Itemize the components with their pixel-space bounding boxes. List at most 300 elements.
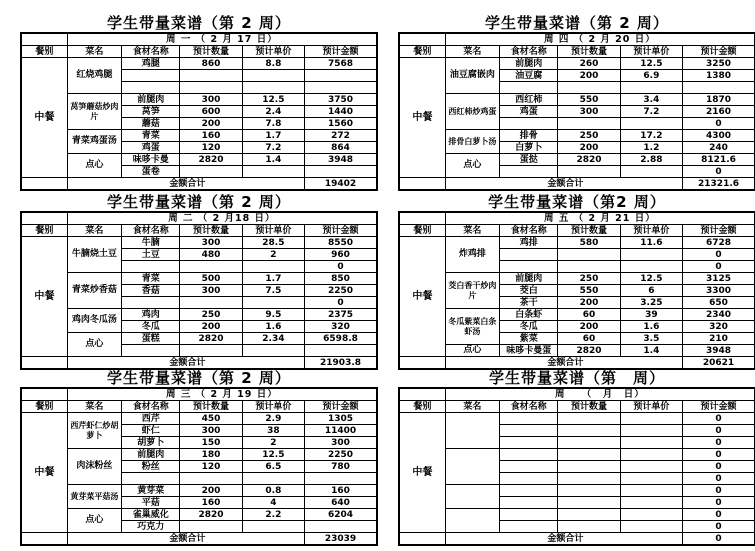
table-row (399, 413, 755, 425)
dish-name (445, 485, 499, 509)
amount-cell: 0 (683, 261, 755, 273)
column-header: 预计单价 (242, 401, 304, 413)
column-header: 预计数量 (558, 225, 620, 237)
ingredient-cell: 冬瓜 (122, 321, 180, 333)
menu-table (398, 211, 755, 370)
dish-name: 莴笋蘑菇炒肉片 (67, 94, 121, 130)
price-cell (242, 82, 304, 94)
menu-table (398, 32, 755, 191)
amount-cell: 0 (683, 437, 755, 449)
ingredient-cell (500, 497, 558, 509)
table-row (399, 309, 755, 321)
qty-cell: 180 (180, 449, 242, 461)
ingredient-cell: 茭白 (500, 285, 558, 297)
ingredient-cell (500, 437, 558, 449)
column-header: 预计金额 (305, 401, 377, 413)
ingredient-cell: 虾仁 (122, 425, 180, 437)
ingredient-cell: 巧克力 (122, 521, 180, 533)
total-value: 21321.6 (683, 178, 755, 191)
qty-cell (558, 437, 620, 449)
total-label: 金额合计 (67, 178, 304, 191)
price-cell (242, 261, 304, 273)
menu-panel (398, 193, 755, 370)
amount-cell: 2250 (305, 285, 377, 297)
amount-cell: 3250 (683, 58, 755, 70)
panel-title: 学生带量菜谱（第2 周） (488, 193, 666, 211)
qty-cell (180, 297, 242, 309)
qty-cell (558, 485, 620, 497)
column-header: 预计金额 (683, 46, 755, 58)
ingredient-cell: 茶干 (500, 297, 558, 309)
amount-cell: 0 (683, 497, 755, 509)
ingredient-cell: 香菇 (122, 285, 180, 297)
column-header: 预计单价 (620, 225, 682, 237)
price-cell: 1.6 (242, 321, 304, 333)
qty-cell (558, 413, 620, 425)
qty-cell (558, 166, 620, 178)
column-header: 餐别 (399, 401, 445, 413)
qty-cell: 120 (180, 142, 242, 154)
table-row (21, 509, 377, 521)
qty-cell (180, 473, 242, 485)
price-cell: 1.4 (620, 345, 682, 357)
qty-cell (558, 497, 620, 509)
qty-cell: 500 (180, 273, 242, 285)
amount-cell: 1440 (305, 106, 377, 118)
ingredient-cell (122, 473, 180, 485)
ingredient-cell: 前腿肉 (500, 273, 558, 285)
table-row (21, 273, 377, 285)
ingredient-cell (500, 521, 558, 533)
price-cell: 7.8 (242, 118, 304, 130)
ingredient-cell: 蘑菇 (122, 118, 180, 130)
amount-cell: 240 (683, 142, 755, 154)
price-cell (620, 497, 682, 509)
total-label: 金额合计 (67, 533, 304, 546)
table-row (399, 154, 755, 166)
qty-cell: 250 (558, 273, 620, 285)
qty-cell: 150 (180, 437, 242, 449)
table-row (399, 345, 755, 357)
qty-cell (180, 166, 242, 178)
amount-cell (305, 521, 377, 533)
menu-table (398, 387, 755, 546)
qty-cell (558, 449, 620, 461)
amount-cell: 160 (305, 485, 377, 497)
amount-cell: 1305 (305, 413, 377, 425)
amount-cell: 320 (305, 321, 377, 333)
amount-cell: 320 (683, 321, 755, 333)
qty-cell: 480 (180, 249, 242, 261)
ingredient-cell: 雀巢威化 (122, 509, 180, 521)
amount-cell: 0 (305, 297, 377, 309)
table-row (21, 237, 377, 249)
qty-cell: 860 (180, 58, 242, 70)
price-cell: 12.5 (242, 449, 304, 461)
qty-cell (558, 509, 620, 521)
ingredient-cell: 蛋卷 (122, 166, 180, 178)
amount-cell: 650 (683, 297, 755, 309)
column-header: 餐别 (399, 225, 445, 237)
price-cell (620, 118, 682, 130)
dish-name: 点心 (67, 333, 121, 357)
amount-cell: 2340 (683, 309, 755, 321)
price-cell: 4 (242, 497, 304, 509)
qty-cell (558, 521, 620, 533)
price-cell: 17.2 (620, 130, 682, 142)
amount-cell: 3125 (683, 273, 755, 285)
ingredient-cell: 油豆腐 (500, 70, 558, 82)
price-cell (620, 521, 682, 533)
dish-name: 西红柿炒鸡蛋 (445, 94, 499, 130)
qty-cell (180, 70, 242, 82)
amount-cell: 8121.6 (683, 154, 755, 166)
price-cell: 3.5 (620, 333, 682, 345)
price-cell: 0.8 (242, 485, 304, 497)
price-cell (620, 249, 682, 261)
day-label: 周 四 （ 2 月 20 日） (445, 33, 755, 46)
column-header: 菜名 (67, 401, 121, 413)
qty-cell: 2820 (180, 154, 242, 166)
dish-name: 点心 (67, 509, 121, 533)
ingredient-cell: 鸡蛋 (122, 142, 180, 154)
dish-name: 点心 (445, 345, 499, 357)
total-value: 0 (683, 533, 755, 546)
price-cell (620, 261, 682, 273)
column-header: 预计单价 (242, 46, 304, 58)
column-header: 预计单价 (620, 46, 682, 58)
price-cell (242, 345, 304, 357)
table-row (399, 485, 755, 497)
amount-cell: 6598.8 (305, 333, 377, 345)
qty-cell: 300 (180, 425, 242, 437)
ingredient-cell: 味哆卡曼蛋 (500, 345, 558, 357)
amount-cell (305, 473, 377, 485)
price-cell: 2.4 (242, 106, 304, 118)
ingredient-cell (500, 425, 558, 437)
column-header: 菜名 (445, 46, 499, 58)
qty-cell: 260 (558, 58, 620, 70)
ingredient-cell (500, 461, 558, 473)
amount-cell: 864 (305, 142, 377, 154)
qty-cell: 200 (558, 297, 620, 309)
total-value: 19402 (305, 178, 377, 191)
price-cell: 3.4 (620, 94, 682, 106)
qty-cell: 2820 (180, 333, 242, 345)
column-header: 预计单价 (242, 225, 304, 237)
dish-name: 排骨白萝卜汤 (445, 130, 499, 154)
ingredient-cell: 平菇 (122, 497, 180, 509)
ingredient-cell: 西红柿 (500, 94, 558, 106)
ingredient-cell (122, 261, 180, 273)
ingredient-cell (500, 82, 558, 94)
price-cell: 7.2 (620, 106, 682, 118)
ingredient-cell: 鸡腿 (122, 58, 180, 70)
ingredient-cell (500, 118, 558, 130)
ingredient-cell: 白条虾 (500, 309, 558, 321)
qty-cell: 300 (180, 285, 242, 297)
price-cell (620, 485, 682, 497)
amount-cell: 3300 (683, 285, 755, 297)
column-header: 预计数量 (558, 401, 620, 413)
column-header: 预计数量 (180, 46, 242, 58)
dish-name: 茭白香干炒肉片 (445, 273, 499, 309)
table-row (399, 449, 755, 461)
menu-table (20, 32, 378, 191)
ingredient-cell: 白萝卜 (500, 142, 558, 154)
qty-cell (558, 473, 620, 485)
total-value: 23039 (305, 533, 377, 546)
column-header: 预计数量 (180, 401, 242, 413)
amount-cell: 1560 (305, 118, 377, 130)
ingredient-cell: 冬瓜 (500, 321, 558, 333)
table-row (399, 509, 755, 521)
qty-cell (558, 118, 620, 130)
ingredient-cell: 黄芽菜 (122, 485, 180, 497)
total-label: 金额合计 (445, 357, 682, 370)
price-cell (620, 166, 682, 178)
column-header: 食材名称 (122, 225, 180, 237)
column-header: 菜名 (67, 46, 121, 58)
column-header: 食材名称 (500, 46, 558, 58)
day-label: 周 （ 月 日） (445, 388, 755, 401)
qty-cell: 2820 (180, 509, 242, 521)
qty-cell (180, 345, 242, 357)
price-cell: 28.5 (242, 237, 304, 249)
price-cell: 12.5 (242, 94, 304, 106)
dish-name: 青菜鸡蛋汤 (67, 130, 121, 154)
price-cell: 7.5 (242, 285, 304, 297)
ingredient-cell: 鸡蛋 (500, 106, 558, 118)
table-row (399, 58, 755, 70)
price-cell: 1.2 (620, 142, 682, 154)
panel-title: 学生带量菜谱（第 2 周） (107, 193, 291, 211)
qty-cell: 60 (558, 309, 620, 321)
ingredient-cell: 味哆卡曼 (122, 154, 180, 166)
dish-name: 冬瓜紫菜白条虾汤 (445, 309, 499, 345)
total-label: 金额合计 (67, 357, 304, 370)
dish-name: 青菜炒香菇 (67, 273, 121, 309)
price-cell (620, 82, 682, 94)
price-cell (620, 425, 682, 437)
amount-cell: 640 (305, 497, 377, 509)
table-row (21, 449, 377, 461)
column-header: 食材名称 (122, 401, 180, 413)
ingredient-cell: 莴笋 (122, 106, 180, 118)
column-header: 食材名称 (500, 225, 558, 237)
qty-cell: 2820 (558, 345, 620, 357)
price-cell: 2.2 (242, 509, 304, 521)
column-header: 餐别 (399, 46, 445, 58)
qty-cell: 120 (180, 461, 242, 473)
amount-cell: 0 (683, 485, 755, 497)
qty-cell (558, 249, 620, 261)
price-cell (620, 413, 682, 425)
column-header: 餐别 (21, 46, 67, 58)
table-row (399, 273, 755, 285)
amount-cell: 8550 (305, 237, 377, 249)
qty-cell (558, 82, 620, 94)
menu-panel (398, 14, 755, 191)
price-cell: 12.5 (620, 273, 682, 285)
price-cell (620, 473, 682, 485)
table-row (399, 94, 755, 106)
dish-name: 鸡肉冬瓜汤 (67, 309, 121, 333)
qty-cell (180, 521, 242, 533)
price-cell: 6.9 (620, 70, 682, 82)
price-cell: 9.5 (242, 309, 304, 321)
amount-cell: 1870 (683, 94, 755, 106)
column-header: 预计数量 (558, 46, 620, 58)
qty-cell: 300 (558, 106, 620, 118)
meal-cell: 中餐 (399, 237, 445, 357)
menu-panel (20, 369, 378, 546)
qty-cell (558, 261, 620, 273)
ingredient-cell (122, 82, 180, 94)
price-cell: 2 (242, 249, 304, 261)
amount-cell: 2250 (305, 449, 377, 461)
qty-cell: 160 (180, 497, 242, 509)
price-cell: 1.6 (620, 321, 682, 333)
amount-cell: 0 (683, 461, 755, 473)
table-row (21, 309, 377, 321)
amount-cell: 1380 (683, 70, 755, 82)
meal-cell: 中餐 (21, 58, 67, 178)
meal-cell: 中餐 (399, 413, 445, 533)
qty-cell: 300 (180, 237, 242, 249)
ingredient-cell: 前腿肉 (122, 94, 180, 106)
amount-cell (305, 82, 377, 94)
menu-table (20, 211, 378, 370)
ingredient-cell: 西芹 (122, 413, 180, 425)
price-cell: 2.9 (242, 413, 304, 425)
price-cell: 2 (242, 437, 304, 449)
amount-cell: 7568 (305, 58, 377, 70)
amount-cell (305, 70, 377, 82)
amount-cell: 2375 (305, 309, 377, 321)
table-row (21, 130, 377, 142)
ingredient-cell: 前腿肉 (122, 449, 180, 461)
column-header: 餐别 (21, 401, 67, 413)
dish-name: 红烧鸡腿 (67, 58, 121, 94)
table-row (21, 154, 377, 166)
price-cell (242, 297, 304, 309)
amount-cell: 0 (683, 521, 755, 533)
day-label: 周 二 （ 2 月18 日） (67, 212, 377, 225)
amount-cell: 6728 (683, 237, 755, 249)
ingredient-cell: 紫菜 (500, 333, 558, 345)
amount-cell: 3750 (305, 94, 377, 106)
amount-cell: 0 (683, 509, 755, 521)
dish-name: 肉沫粉丝 (67, 449, 121, 485)
day-label: 周 一 （ 2 月 17 日） (67, 33, 377, 46)
price-cell: 6.5 (242, 461, 304, 473)
column-header: 预计金额 (305, 46, 377, 58)
ingredient-cell: 蛋糕 (122, 333, 180, 345)
price-cell: 2.34 (242, 333, 304, 345)
price-cell: 3.25 (620, 297, 682, 309)
dish-name: 牛腩烧土豆 (67, 237, 121, 273)
day-label: 周 五 （ 2 月 21 日） (445, 212, 755, 225)
amount-cell: 0 (683, 473, 755, 485)
panel-title: 学生带量菜谱（第 2 周） (107, 14, 291, 32)
qty-cell (180, 261, 242, 273)
ingredient-cell (500, 249, 558, 261)
dish-name (445, 449, 499, 485)
column-header: 食材名称 (122, 46, 180, 58)
qty-cell: 450 (180, 413, 242, 425)
table-row (21, 413, 377, 425)
panel-title: 学生带量菜谱（第 2 周） (107, 369, 291, 387)
column-header: 预计单价 (620, 401, 682, 413)
qty-cell: 200 (180, 485, 242, 497)
amount-cell: 850 (305, 273, 377, 285)
price-cell (242, 521, 304, 533)
amount-cell: 6204 (305, 509, 377, 521)
ingredient-cell: 排骨 (500, 130, 558, 142)
ingredient-cell: 土豆 (122, 249, 180, 261)
price-cell: 8.8 (242, 58, 304, 70)
column-header: 预计数量 (180, 225, 242, 237)
ingredient-cell (500, 261, 558, 273)
amount-cell: 0 (683, 166, 755, 178)
column-header: 菜名 (445, 225, 499, 237)
qty-cell: 200 (180, 118, 242, 130)
price-cell (620, 437, 682, 449)
qty-cell: 160 (180, 130, 242, 142)
amount-cell (305, 166, 377, 178)
panel-title: 学生带量菜谱（第 2 周） (485, 14, 669, 32)
amount-cell: 960 (305, 249, 377, 261)
panel-title: 学生带量菜谱（第 周） (488, 369, 665, 387)
table-row (21, 485, 377, 497)
table-row (21, 94, 377, 106)
ingredient-cell (500, 485, 558, 497)
dish-name: 西芹虾仁炒胡萝卜 (67, 413, 121, 449)
price-cell: 1.4 (242, 154, 304, 166)
column-header: 食材名称 (500, 401, 558, 413)
total-value: 21903.8 (305, 357, 377, 370)
qty-cell: 300 (180, 94, 242, 106)
dish-name: 黄芽菜平菇汤 (67, 485, 121, 509)
column-header: 菜名 (67, 225, 121, 237)
price-cell (620, 449, 682, 461)
price-cell (620, 509, 682, 521)
dish-name (445, 509, 499, 533)
menu-panel (398, 369, 755, 546)
amount-cell: 272 (305, 130, 377, 142)
ingredient-cell (500, 473, 558, 485)
dish-name (445, 413, 499, 449)
amount-cell (683, 82, 755, 94)
ingredient-cell: 鸡排 (500, 237, 558, 249)
menu-panel (20, 14, 378, 191)
ingredient-cell: 胡萝卜 (122, 437, 180, 449)
amount-cell: 11400 (305, 425, 377, 437)
qty-cell: 200 (558, 142, 620, 154)
amount-cell: 780 (305, 461, 377, 473)
dish-name: 点心 (67, 154, 121, 178)
amount-cell: 4300 (683, 130, 755, 142)
dish-name: 油豆腐嵌肉 (445, 58, 499, 94)
amount-cell (305, 345, 377, 357)
price-cell (242, 166, 304, 178)
qty-cell (558, 425, 620, 437)
ingredient-cell: 青菜 (122, 130, 180, 142)
price-cell: 39 (620, 309, 682, 321)
dish-name: 炸鸡排 (445, 237, 499, 273)
price-cell: 1.7 (242, 273, 304, 285)
